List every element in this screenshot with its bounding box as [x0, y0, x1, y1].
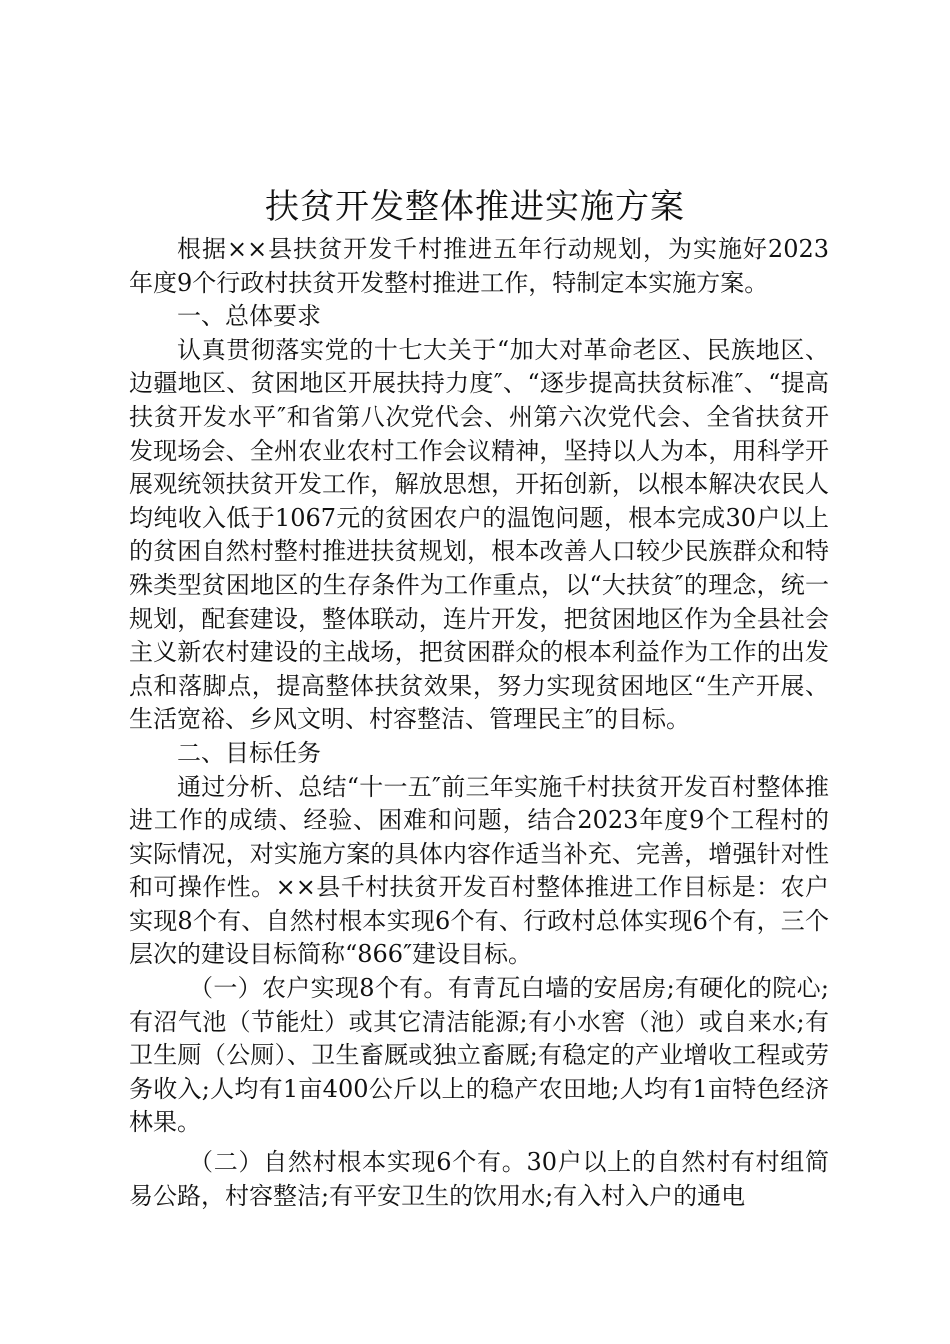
document-body	[129, 233, 829, 1213]
general-requirements-paragraph: 认真贯彻落实党的十七大关于“加大对革命老区、民族地区、边疆地区、贫困地区开展扶持力度″、“逐步提高扶贫标准″、“提高扶贫开发水平″和省第八次党代会、州第六次党代会、全省扶贫开发现场会、全州农业农村工作会议精神，坚持以人为本，用科学开展观统领扶贫开发工作，解放思想，开拓创新，以根本解决农民人均纯收入低于1067元的贫困农户的温饱问题，根本完成30户以上的贫困自然村整村推进扶贫规划，根本改善人口较少民族群众和特殊类型贫困地区的生存条件为工作重点，以“大扶贫″的理念，统一规划，配套建设，整体联动，连片开发，把贫困地区作为全县社会主义新农村建设的主战场，把贫困群众的根本利益作为工作的出发点和落脚点，提高整体扶贫效果，努力实现贫困地区“生产开展、生活宽裕、乡风文明、村容整洁、管理民主″的目标。	[129, 335, 829, 734]
household-goals-paragraph: （一）农户实现8个有。有青瓦白墙的安居房;有硬化的院心;有沼气池（节能灶）或其它清洁能源;有小水窖（池）或自来水;有卫生厕（公厕）、卫生畜厩或独立畜厩;有稳定的产业增收工程或劳务收入;人均有1亩400公斤以上的稳产农田地;人均有1亩特色经济林果。	[129, 974, 829, 1137]
village-goals-paragraph: （二）自然村根本实现6个有。30户以上的自然村有村组简易公路，村容整洁;有平安卫生的饮用水;有入村入户的通电	[129, 1148, 829, 1210]
intro-paragraph: 根据××县扶贫开发千村推进五年行动规划，为实施好2023年度9个行政村扶贫开发整村推进工作，特制定本实施方案。	[129, 235, 829, 297]
section-heading-general-requirements: 一、总体要求	[177, 302, 321, 331]
document-title: 扶贫开发整体推进实施方案	[265, 187, 685, 227]
section-heading-goals-tasks: 二、目标任务	[177, 738, 321, 767]
goals-tasks-paragraph: 通过分析、总结“十一五″前三年实施千村扶贫开发百村整体推进工作的成绩、经验、困难和问题，结合2023年度9个工程村的实际情况，对实施方案的具体内容作适当补充、完善，增强针对性和可操作性。××县千村扶贫开发百村整体推进工作目标是：农户实现8个有、自然村根本实现6个有、行政村总体实现6个有，三个层次的建设目标简称“866″建设目标。	[129, 772, 829, 969]
